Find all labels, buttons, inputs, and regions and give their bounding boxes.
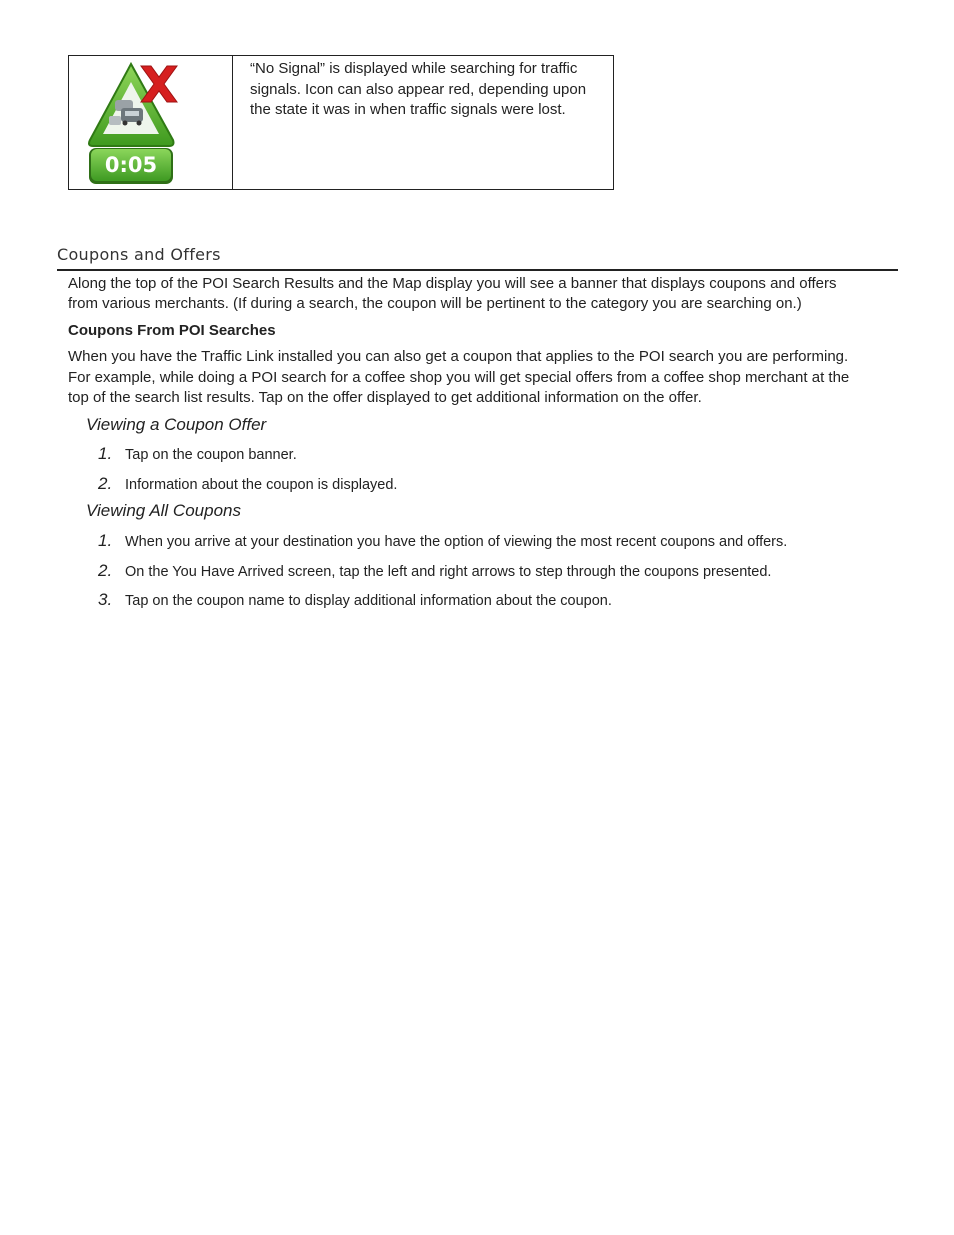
step-text: On the You Have Arrived screen, tap the left and right arrows to step through the coupons presented.	[125, 564, 772, 580]
step-text: Tap on the coupon name to display additional information about the coupon.	[125, 593, 612, 609]
procedure-step	[98, 561, 771, 581]
body-line-1: When you have the Traffic Link installed you can also get a coupon that applies to the POI search you are performing.	[68, 348, 849, 365]
step-number: 2.	[98, 561, 113, 580]
step-number: 3.	[98, 590, 113, 609]
section-divider	[57, 269, 898, 271]
icon-timer-text: 0:05	[104, 153, 158, 177]
step-text: Tap on the coupon banner.	[125, 447, 297, 463]
step-number: 1.	[98, 444, 113, 463]
icon-cell	[69, 56, 233, 189]
intro-line-2: from various merchants. (If during a search, the coupon will be pertinent to the category you are searching on.)	[68, 295, 802, 312]
step-number: 2.	[98, 474, 113, 493]
subheading: Coupons From POI Searches	[68, 322, 276, 339]
intro-line-1: Along the top of the POI Search Results and the Map display you will see a banner that displays coupons and offers	[68, 275, 837, 292]
step-text: When you arrive at your destination you have the option of viewing the most recent coupons and offers.	[125, 534, 788, 550]
procedure-step	[98, 474, 397, 494]
procedure-title: Viewing All Coupons	[86, 501, 241, 520]
body-line-3: top of the search list results. Tap on the offer displayed to get additional information on the offer.	[68, 389, 702, 406]
section-title: Coupons and Offers	[57, 245, 221, 264]
procedure-title: Viewing a Coupon Offer	[86, 415, 267, 434]
icon-description: “No Signal” is displayed while searching for traffic signals. Icon can also appear red, depending upon the state it was in when traffic signals were lost.	[250, 60, 587, 118]
step-number: 1.	[98, 531, 113, 550]
no-signal-traffic-icon	[85, 60, 225, 186]
procedure-step	[98, 531, 787, 551]
procedure-step	[98, 590, 612, 610]
procedure-step	[98, 444, 297, 464]
step-text: Information about the coupon is displayed.	[125, 477, 398, 493]
icon-description-table	[68, 55, 614, 190]
body-line-2: For example, while doing a POI search for a coffee shop you will get special offers from a coffee shop merchant at the	[68, 369, 850, 386]
